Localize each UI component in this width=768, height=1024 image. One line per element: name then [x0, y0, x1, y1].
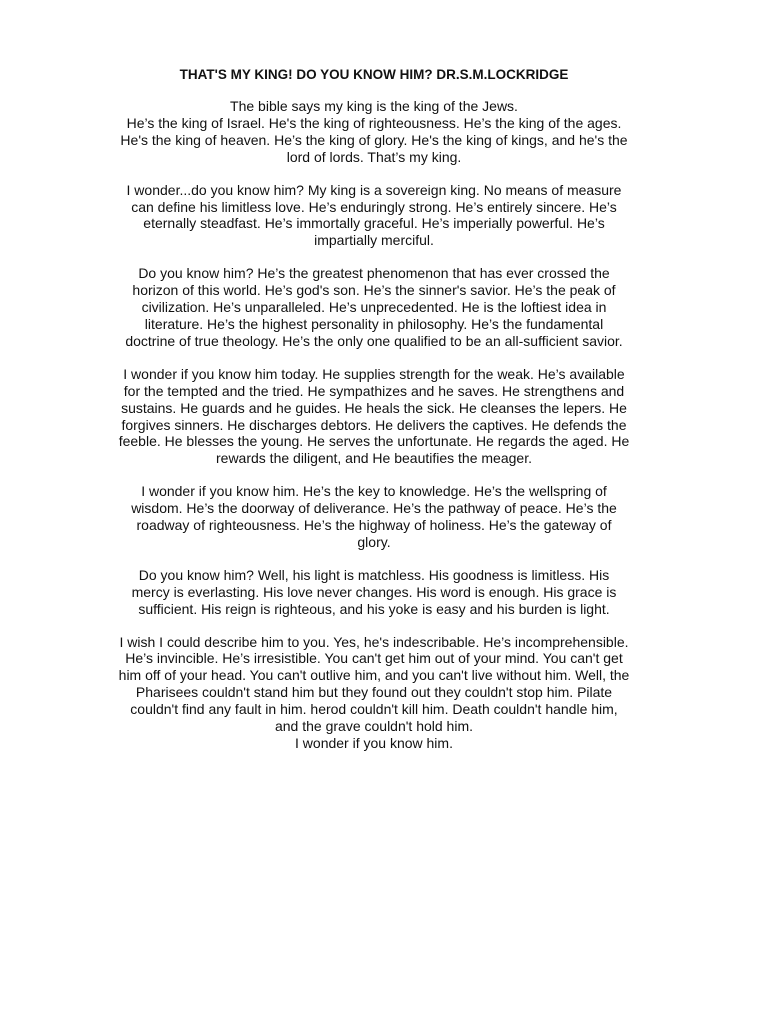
- document-title: THAT'S MY KING! DO YOU KNOW HIM? DR.S.M.LOCKRIDGE: [179, 67, 569, 82]
- text-line: roadway of righteousness. He’s the highway of holiness. He’s the gateway of: [136, 517, 612, 534]
- text-line: mercy is everlasting. His love never changes. His word is enough. His grace is: [131, 583, 617, 600]
- text-line: Do you know him? Well, his light is matchless. His goodness is limitless. His: [138, 566, 610, 583]
- text-line: He’s invincible. He’s irresistible. You can't get him out of your mind. You can't get: [125, 650, 623, 667]
- text-line: I wonder if you know him today. He supplies strength for the weak. He’s available: [123, 365, 625, 382]
- paragraph: [88, 483, 660, 551]
- text-line: couldn't find any fault in him. herod couldn't kill him. Death couldn't handle him,: [130, 701, 618, 718]
- text-line: feeble. He blesses the young. He serves the unfortunate. He regards the aged. He: [118, 433, 630, 450]
- text-line: lord of lords. That’s my king.: [286, 148, 462, 165]
- text-line: doctrine of true theology. He’s the only one qualified to be an all-sufficient savior.: [125, 332, 623, 349]
- paragraph: [88, 182, 660, 250]
- text-line: can define his limitless love. He’s enduringly strong. He’s entirely sincere. He’s: [131, 198, 617, 215]
- text-line: The bible says my king is the king of the Jews.: [230, 98, 518, 114]
- text-line: I wonder...do you know him? My king is a sovereign king. No means of measure: [126, 181, 622, 198]
- document-page: [88, 66, 660, 768]
- paragraph: [88, 634, 660, 752]
- paragraph: [88, 567, 660, 618]
- text-line: civilization. He’s unparalleled. He’s unprecedented. He is the loftiest idea in: [141, 299, 607, 316]
- text-line: for the tempted and the tried. He sympathizes and he saves. He strengthens and: [123, 382, 625, 399]
- text-line: He’s the king of Israel. He's the king of righteousness. He’s the king of the ages.: [126, 114, 622, 131]
- text-line: wisdom. He’s the doorway of deliverance. He’s the pathway of peace. He’s the: [131, 500, 617, 517]
- paragraph: [88, 265, 660, 350]
- text-line: I wish I could describe him to you. Yes, he's indescribable. He’s incomprehensible.: [119, 633, 629, 650]
- text-line: impartially merciful.: [314, 232, 434, 249]
- text-line: I wonder if you know him. He’s the key to knowledge. He’s the wellspring of: [141, 483, 607, 500]
- text-line: I wonder if you know him.: [295, 735, 453, 751]
- text-line: He's the king of heaven. He’s the king of glory. He's the king of kings, and he's the: [120, 131, 628, 148]
- text-line: forgives sinners. He discharges debtors. He delivers the captives. He defends the: [121, 416, 627, 433]
- paragraph: [88, 366, 660, 467]
- text-line: sustains. He guards and he guides. He heals the sick. He cleanses the lepers. He: [121, 399, 627, 416]
- text-line: literature. He’s the highest personality in philosophy. He’s the fundamental: [144, 315, 604, 332]
- text-line: sufficient. His reign is righteous, and his yoke is easy and his burden is light.: [138, 600, 610, 617]
- paragraph: [88, 98, 660, 166]
- text-line: rewards the diligent, and He beautifies the meager.: [216, 450, 532, 467]
- text-line: and the grave couldn't hold him.: [274, 718, 474, 735]
- text-line: eternally steadfast. He’s immortally graceful. He’s imperially powerful. He’s: [143, 215, 605, 232]
- text-line: Do you know him? He’s the greatest phenomenon that has ever crossed the: [138, 265, 610, 282]
- text-line: him off of your head. You can't outlive him, and you can't live without him. Well, the: [118, 667, 630, 684]
- text-line: glory.: [357, 533, 391, 550]
- text-line: Pharisees couldn't stand him but they found out they couldn't stop him. Pilate: [135, 684, 613, 701]
- text-line: horizon of this world. He’s god's son. He’s the sinner's savior. He’s the peak of: [132, 282, 616, 299]
